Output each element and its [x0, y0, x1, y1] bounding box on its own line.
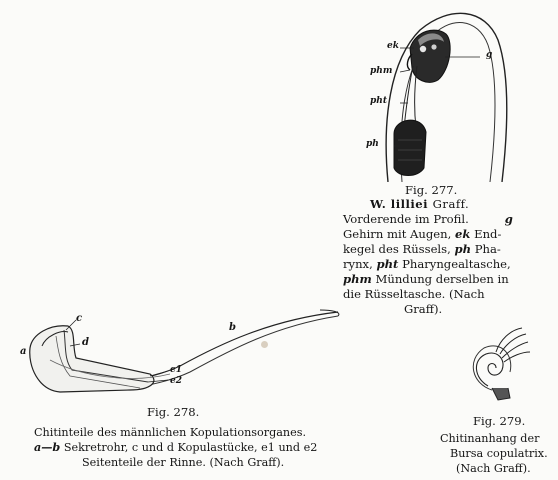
label-b: b [229, 322, 236, 333]
copulatory-organ-drawing [20, 300, 350, 400]
fig277-caption-1: Vorderende im Profil. [343, 212, 469, 226]
figure-277-illustration [350, 0, 558, 182]
label-ek: ek [387, 41, 399, 51]
fig277-caption-5: Pharyngealtasche, [402, 257, 511, 271]
fig277-species [370, 197, 469, 211]
fig279-caption-1: Chitinanhang der [440, 432, 540, 445]
label-d: d [82, 337, 89, 348]
worm-anterior-drawing [350, 0, 558, 182]
fig279-caption-2: Bursa copulatrix. [450, 447, 548, 460]
label-phm: phm [370, 66, 393, 76]
fig279-number: Fig. 279. [473, 414, 526, 428]
paper-speck [261, 341, 268, 348]
fig277-caption-line1: Vorderende im Profil. g [343, 212, 513, 226]
fig277-number: Fig. 277. [405, 183, 458, 197]
fig277-caption-7: die Rüsseltasche. (Nach [343, 287, 485, 301]
label-pht: pht [370, 96, 387, 106]
fig278-caption-line2: a—b Sekretrohr, c und d Kopulastücke, e1 und e2 [34, 440, 318, 454]
fig277-caption-8: Graff). [404, 302, 443, 316]
fig277-caption-line3: kegel des Rüssels, ph Pha- [343, 242, 501, 256]
label-e1: e1 [170, 365, 182, 375]
fig278-caption-1: Chitinteile des männlichen Kopulationsorganes. [34, 426, 307, 439]
label-c: c [76, 313, 83, 324]
fig277-caption-2: Gehirn mit Augen, [343, 227, 452, 241]
fig278-caption-2: Sekretrohr, c und d Kopulastücke, e1 und e2 [63, 441, 318, 454]
fig277-caption-line5: phm Mündung derselben in [343, 272, 509, 286]
label-ph: ph [366, 139, 379, 149]
label-g: g [486, 50, 493, 60]
fig277-author: Graff. [432, 197, 470, 211]
fig277-caption-6: Mündung derselben in [375, 272, 509, 286]
figure-279-illustration [464, 326, 534, 406]
fig279-caption-3: (Nach Graff). [456, 462, 531, 475]
label-e2: e2 [170, 376, 182, 386]
fig278-caption-3: Seitenteile der Rinne. (Nach Graff). [82, 456, 285, 469]
figure-278-illustration [20, 300, 350, 400]
fig277-caption-line2: Gehirn mit Augen, ek End- [343, 227, 502, 241]
label-a: a [20, 346, 27, 357]
fig278-number: Fig. 278. [147, 405, 200, 419]
fig277-caption-line4: rynx, pht Pharyngealtasche, [343, 257, 511, 271]
chitin-appendage-drawing [464, 326, 534, 406]
fig277-species-name: W. lilliei [370, 197, 429, 211]
